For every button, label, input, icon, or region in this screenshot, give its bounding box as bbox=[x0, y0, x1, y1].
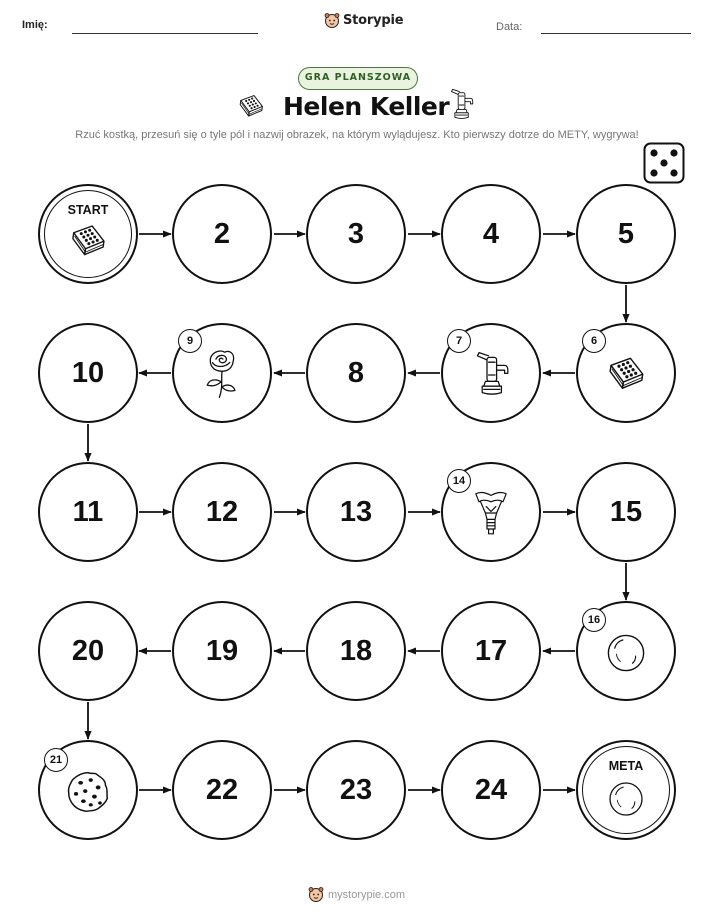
cell-number: 20 bbox=[71, 634, 105, 667]
cell-12[interactable] bbox=[172, 462, 272, 562]
footer bbox=[308, 886, 405, 903]
cell-badge-21: 21 bbox=[44, 748, 68, 772]
cell-number: 22 bbox=[205, 773, 239, 806]
cell-10[interactable] bbox=[38, 323, 138, 423]
cell-badge-9: 9 bbox=[178, 329, 202, 353]
cell-number: 4 bbox=[482, 217, 500, 250]
category-badge: GRA PLANSZOWA bbox=[298, 67, 418, 90]
page-title: Helen Keller bbox=[283, 92, 450, 121]
cell-badge-6: 6 bbox=[582, 329, 606, 353]
cell-24[interactable] bbox=[441, 740, 541, 840]
marble-icon bbox=[604, 631, 648, 675]
cell-number: 8 bbox=[347, 356, 365, 389]
cell-number: 11 bbox=[72, 495, 104, 528]
cell-5[interactable] bbox=[576, 184, 676, 284]
cell-number: 10 bbox=[71, 356, 105, 389]
cell-19[interactable] bbox=[172, 601, 272, 701]
cell-23[interactable] bbox=[306, 740, 406, 840]
cell-number: 13 bbox=[339, 495, 373, 528]
finish-label: META bbox=[608, 759, 644, 773]
cell-finish[interactable] bbox=[576, 740, 676, 840]
cell-8[interactable] bbox=[306, 323, 406, 423]
cell-22[interactable] bbox=[172, 740, 272, 840]
rose-icon bbox=[200, 347, 244, 399]
cell-2[interactable] bbox=[172, 184, 272, 284]
marble-icon bbox=[606, 779, 646, 819]
cell-number: 2 bbox=[213, 217, 231, 250]
cell-number: 3 bbox=[347, 217, 365, 250]
cell-number: 18 bbox=[339, 634, 373, 667]
cell-number: 15 bbox=[609, 495, 643, 528]
cell-15[interactable] bbox=[576, 462, 676, 562]
cell-number: 23 bbox=[339, 773, 373, 806]
cell-number: 5 bbox=[617, 217, 635, 250]
cell-3[interactable] bbox=[306, 184, 406, 284]
cookie-icon bbox=[65, 769, 111, 815]
cell-number: 19 bbox=[205, 634, 239, 667]
cell-badge-14: 14 bbox=[447, 469, 471, 493]
braille-book-icon bbox=[67, 221, 109, 263]
start-label: START bbox=[67, 203, 109, 217]
cell-18[interactable] bbox=[306, 601, 406, 701]
cell-number: 24 bbox=[474, 773, 508, 806]
braille-book-icon bbox=[604, 353, 648, 397]
cell-20[interactable] bbox=[38, 601, 138, 701]
storypie-mascot-icon bbox=[308, 886, 324, 903]
cell-17[interactable] bbox=[441, 601, 541, 701]
cell-4[interactable] bbox=[441, 184, 541, 284]
cell-number: 12 bbox=[205, 495, 239, 528]
date-label: Data: bbox=[496, 21, 523, 33]
cell-11[interactable] bbox=[38, 462, 138, 562]
water-pump-icon bbox=[471, 350, 511, 400]
cell-13[interactable] bbox=[306, 462, 406, 562]
throat-icon bbox=[471, 489, 511, 537]
cell-start[interactable] bbox=[38, 184, 138, 284]
name-label: Imię: bbox=[22, 19, 48, 31]
cell-badge-16: 16 bbox=[582, 608, 606, 632]
cell-badge-7: 7 bbox=[447, 329, 471, 353]
instructions: Rzuć kostką, przesuń się o tyle pól i nazwij obrazek, na którym wylądujesz. Kto pierwszy dotrze do METY, wygrywa! bbox=[75, 129, 639, 141]
brand-name: Storypie bbox=[343, 13, 404, 28]
footer-url[interactable]: mystorypie.com bbox=[328, 888, 406, 901]
cell-number: 17 bbox=[474, 634, 508, 667]
